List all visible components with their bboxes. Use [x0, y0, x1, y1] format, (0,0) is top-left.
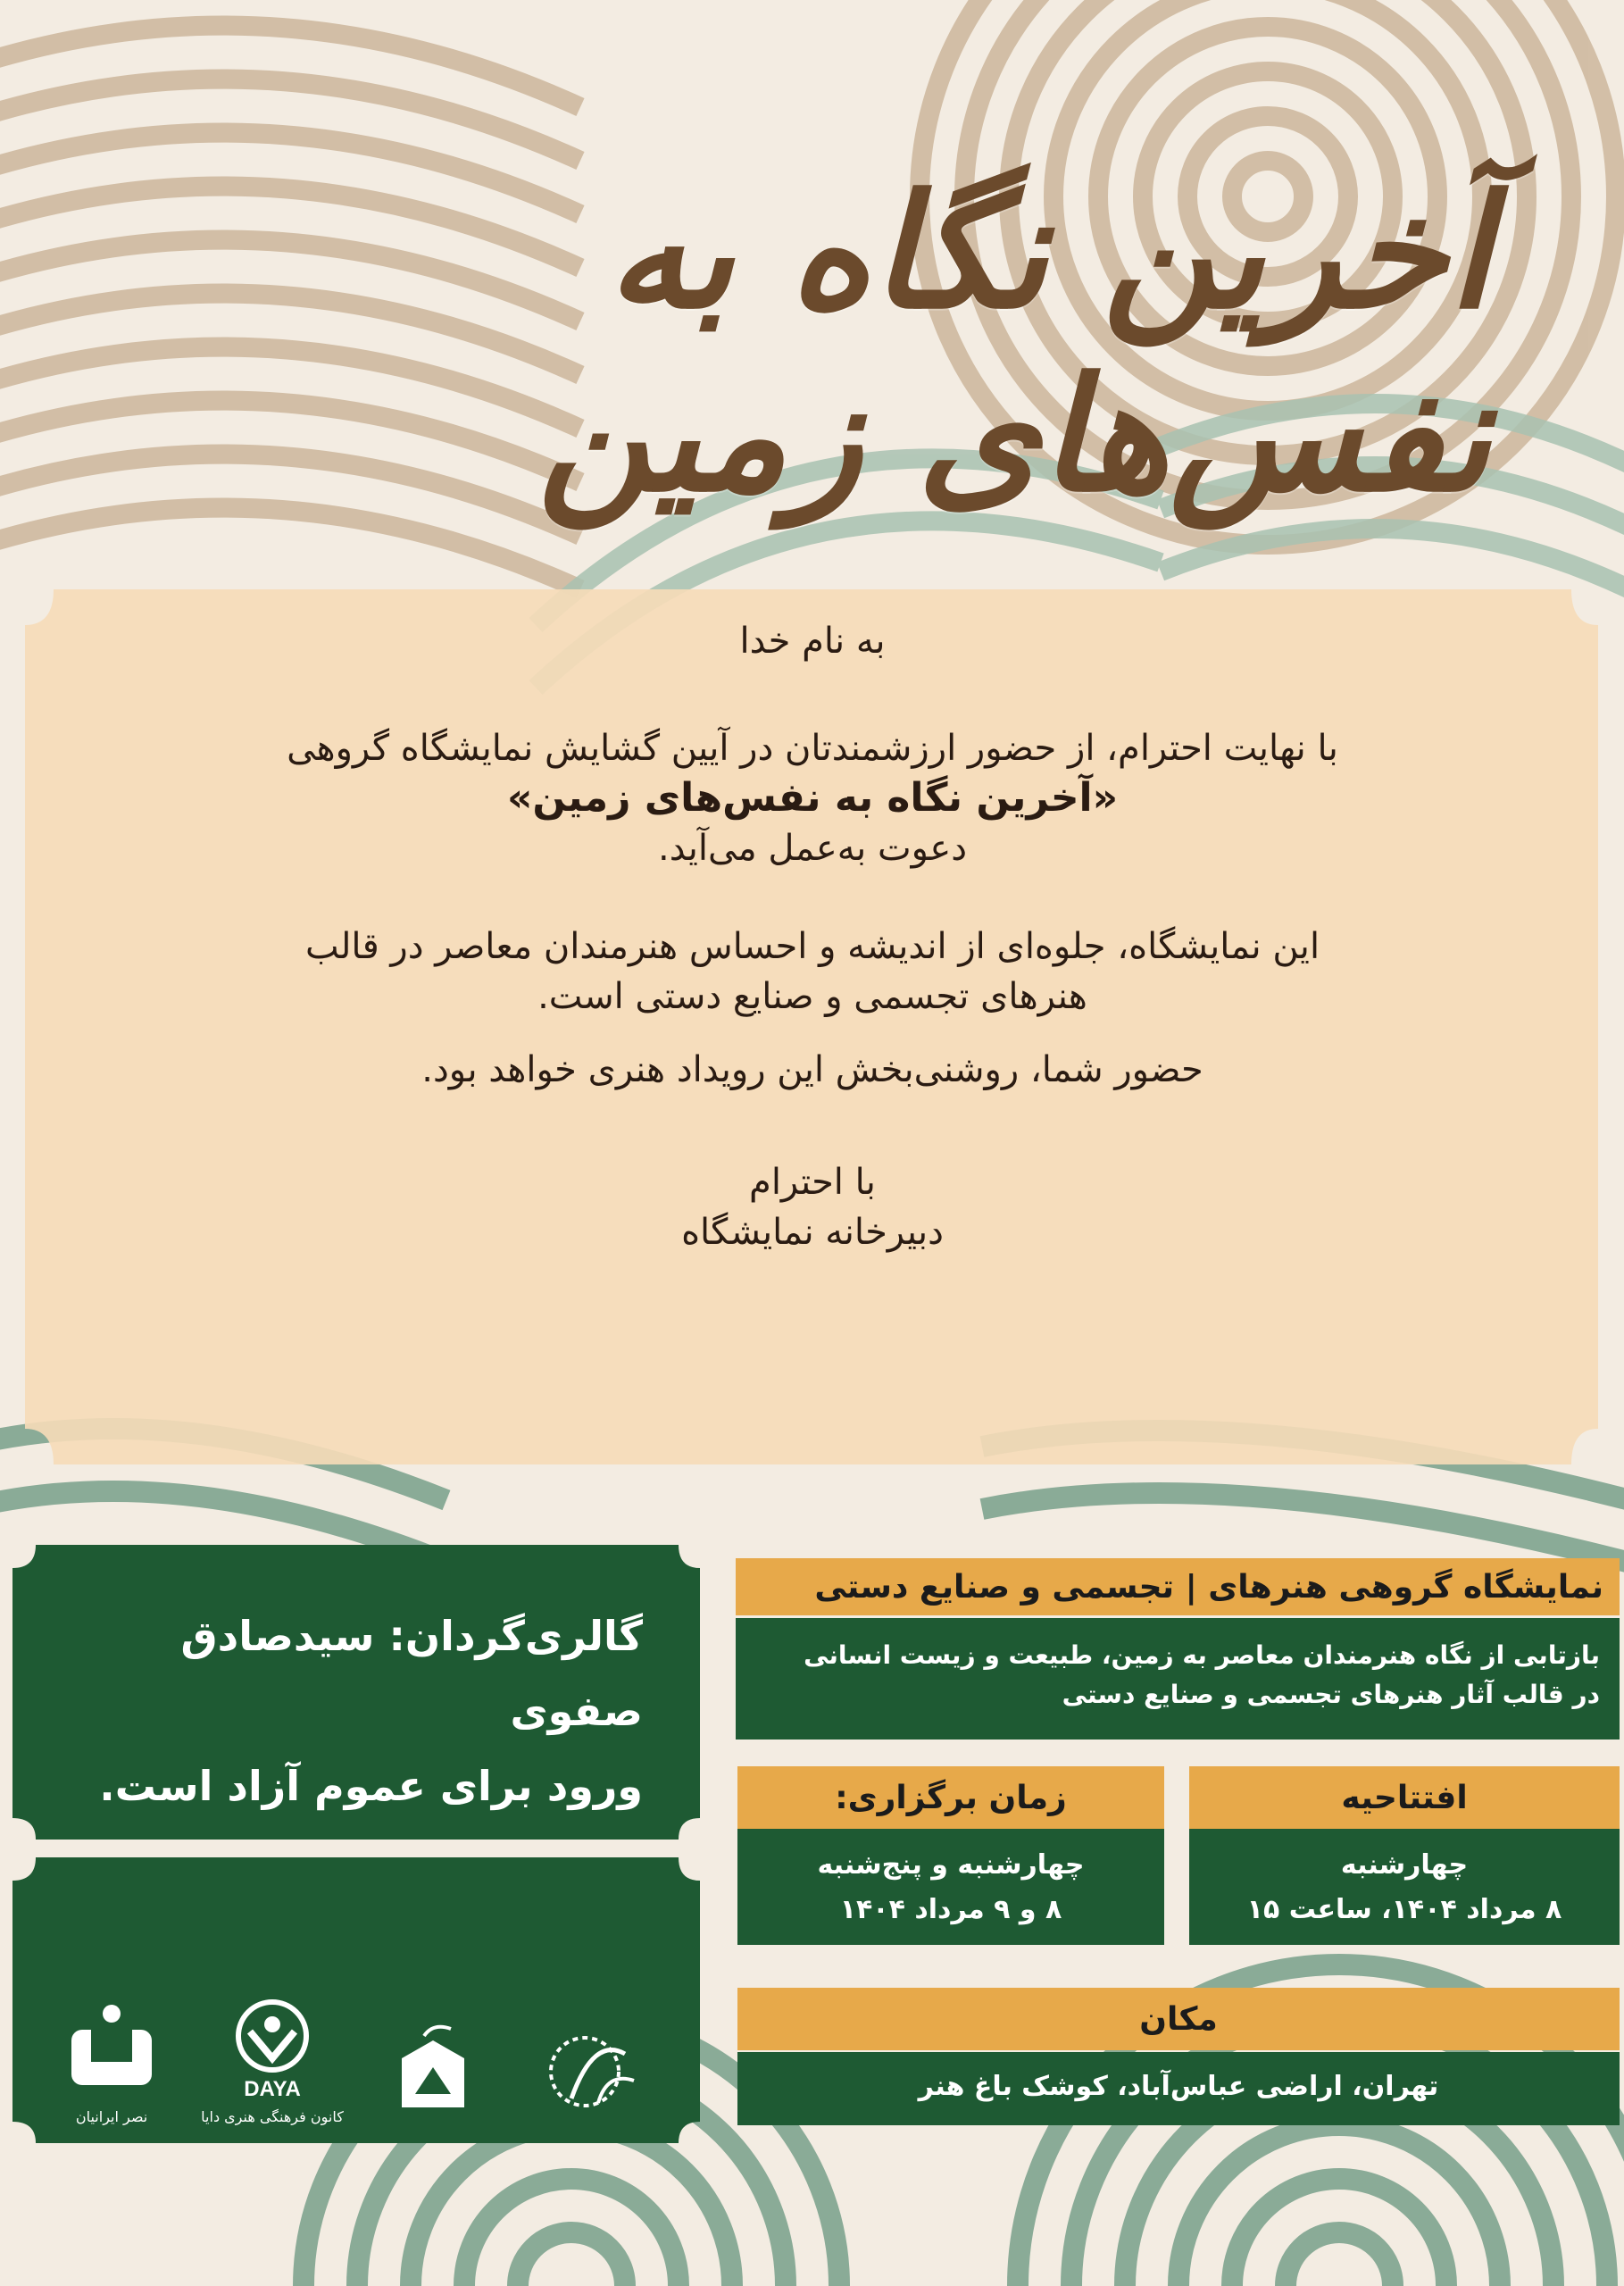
opening-body: [1189, 1829, 1620, 1945]
opening-day: چهارشنبه: [1340, 1849, 1469, 1881]
nasr-iranian-icon: [62, 1996, 161, 2103]
daya-logo: [201, 1996, 344, 2125]
gallery-info: [36, 1598, 643, 1810]
invitation-line-5: هنرهای تجسمی و صنایع دستی است.: [537, 976, 1087, 1017]
invitation-card: [134, 616, 1491, 1438]
info-header: نمایشگاه گروهی هنرهای | تجسمی و صنایع دستی: [736, 1558, 1620, 1615]
invitation-line-3: دعوت به‌عمل می‌آید.: [657, 828, 967, 869]
koushk-bagh-honar-icon: [545, 2018, 643, 2125]
schedule-box: [737, 1766, 1164, 1945]
opening-date: ۸ مرداد ۱۴۰۴، ساعت ۱۵: [1246, 1894, 1562, 1925]
schedule-dates: ۸ و ۹ مرداد ۱۴۰۴: [839, 1894, 1062, 1925]
entry-text: ورود برای عموم آزاد است.: [99, 1762, 643, 1810]
info-description: [736, 1618, 1620, 1740]
schedule-title: زمان برگزاری:: [737, 1766, 1164, 1829]
sponsor-logos: [45, 1929, 661, 2125]
place-address: تهران، اراضی عباس‌آباد، کوشک باغ هنر: [737, 2052, 1620, 2125]
info-desc-line-2: در قالب آثار هنرهای تجسمی و صنایع دستی: [1062, 1680, 1600, 1709]
opening-title: افتتاحیه: [1189, 1766, 1620, 1829]
invitation-line-1: با نهایت احترام، از حضور ارزشمندتان در آیین گشایش نمایشگاه گروهی: [287, 728, 1338, 769]
greeting: به نام خدا: [739, 621, 886, 662]
invitation-line-6: حضور شما، روشنی‌بخش این رویداد هنری خواهد بود.: [421, 1049, 1203, 1090]
daya-caption: کانون فرهنگی هنری دایا: [201, 2108, 344, 2125]
nasr-iranian-logo: [45, 1996, 179, 2125]
poster-title: آخرین نگاه به نفس‌های زمین: [537, 161, 1491, 527]
opening-box: [1189, 1766, 1620, 1945]
schedule-days: چهارشنبه و پنج‌شنبه: [817, 1849, 1085, 1881]
info-desc-line-1: بازتابی از نگاه هنرمندان معاصر به زمین، طبیعت و زیست انسانی: [804, 1640, 1600, 1670]
nasr-iranian-caption: نصر ایرانیان: [75, 2108, 148, 2125]
exhibition-name: «آخرین نگاه به نفس‌های زمین»: [506, 775, 1119, 821]
closing-signature: دبیرخانه نمایشگاه: [681, 1212, 944, 1253]
daya-label: DAYA: [244, 2077, 301, 2101]
invitation-line-4: این نمایشگاه، جلوه‌ای از اندیشه و احساس هنرمندان معاصر در قالب: [304, 926, 1320, 967]
schedule-body: [737, 1829, 1164, 1945]
koushk-bagh-honar-logo: [527, 2018, 661, 2125]
sadra-group-logo: [366, 2018, 500, 2125]
closing-regards: با احترام: [749, 1162, 876, 1203]
place-title: مکان: [737, 1988, 1620, 2050]
daya-icon: [223, 1996, 321, 2103]
curator-text: گالری‌گردان: سیدصادق صفوی: [180, 1612, 643, 1735]
sadra-group-icon: [384, 2018, 482, 2125]
